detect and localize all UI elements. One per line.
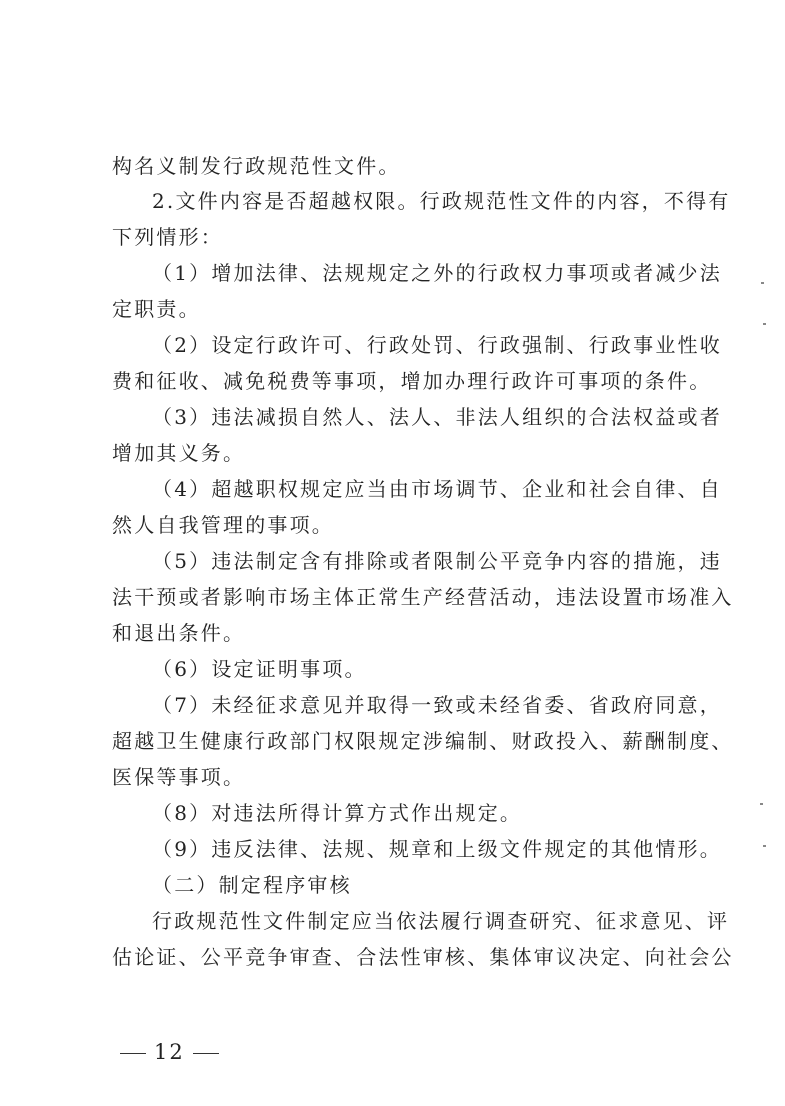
body-line: 费和征收、减免税费等事项，增加办理行政许可事项的条件。: [112, 369, 712, 393]
dash-left: [120, 1053, 146, 1054]
body-line: 增加其义务。: [112, 441, 246, 465]
scan-mark: [763, 323, 766, 325]
body-line: 构名义制发行政规范性文件。: [112, 154, 401, 178]
body-line: （9）违反法律、法规、规章和上级文件规定的其他情形。: [152, 837, 722, 861]
body-line: 医保等事项。: [112, 765, 246, 789]
scan-mark: [760, 803, 763, 805]
body-line: 定职责。: [112, 297, 201, 321]
body-line: 超越卫生健康行政部门权限规定涉编制、财政投入、薪酬制度、: [112, 729, 734, 753]
body-line: （5）违法制定含有排除或者限制公平竞争内容的措施，违: [152, 549, 722, 573]
body-line: （6）设定证明事项。: [152, 657, 367, 681]
page-number: 12: [154, 1040, 185, 1064]
body-line: 下列情形：: [112, 225, 223, 249]
scan-mark: [763, 845, 766, 847]
body-line: （8）对违法所得计算方式作出规定。: [152, 801, 523, 825]
body-line: （7）未经征求意见并取得一致或未经省委、省政府同意，: [152, 693, 722, 717]
page-footer: [112, 1040, 227, 1064]
body-line: （3）违法减损自然人、法人、非法人组织的合法权益或者: [152, 405, 722, 429]
section-heading: （二）制定程序审核: [152, 873, 352, 897]
body-line: 2.文件内容是否超越权限。行政规范性文件的内容，不得有: [152, 189, 731, 213]
scan-mark: [761, 282, 764, 284]
body-line: 然人自我管理的事项。: [112, 513, 334, 537]
body-line: （1）增加法律、法规规定之外的行政权力事项或者减少法: [152, 261, 722, 285]
body-line: 行政规范性文件制定应当依法履行调查研究、征求意见、评: [152, 909, 730, 933]
body-line: （2）设定行政许可、行政处罚、行政强制、行政事业性收: [152, 333, 722, 357]
body-line: 和退出条件。: [112, 621, 246, 645]
body-line: 法干预或者影响市场主体正常生产经营活动，违法设置市场准入: [112, 585, 734, 609]
body-line: （4）超越职权规定应当由市场调节、企业和社会自律、自: [152, 477, 722, 501]
dash-right: [193, 1053, 219, 1054]
body-line: 估论证、公平竞争审查、合法性审核、集体审议决定、向社会公: [112, 945, 734, 969]
